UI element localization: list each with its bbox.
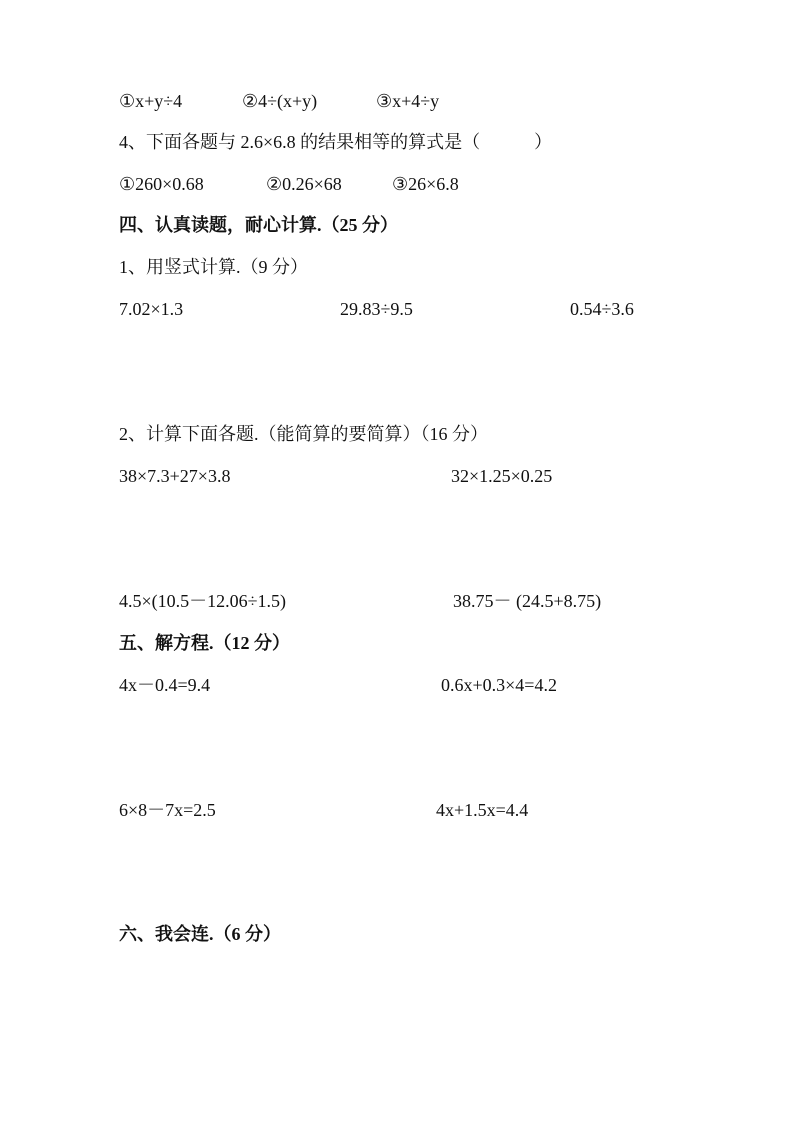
equation-1: 4x－0.4=9.4	[119, 675, 211, 695]
vertical-calc-problem-2: 29.83÷9.5	[340, 299, 413, 319]
q3-option-1: ①x+y÷4	[119, 91, 183, 111]
q4-option-3: ③26×6.8	[392, 174, 459, 194]
q4-question: 4、下面各题与 2.6×6.8 的结果相等的算式是（ ）	[119, 132, 553, 152]
vertical-calc-problem-1: 7.02×1.3	[119, 299, 184, 319]
calc-problem-2: 32×1.25×0.25	[451, 466, 553, 486]
section4-sub1-label: 1、用竖式计算.（9 分）	[119, 257, 308, 277]
calc-problem-3: 4.5×(10.5－12.06÷1.5)	[119, 591, 287, 611]
calc-problem-4: 38.75－ (24.5+8.75)	[453, 591, 602, 611]
calc-problem-1: 38×7.3+27×3.8	[119, 466, 231, 486]
section6-heading: 六、我会连.（6 分）	[119, 924, 281, 944]
q3-option-3: ③x+4÷y	[376, 91, 440, 111]
q4-option-1: ①260×0.68	[119, 174, 204, 194]
q4-option-2: ②0.26×68	[266, 174, 342, 194]
section5-heading: 五、解方程.（12 分）	[119, 633, 290, 653]
q3-option-2: ②4÷(x+y)	[242, 91, 318, 111]
section4-sub2-label: 2、计算下面各题.（能简算的要简算）（16 分）	[119, 424, 488, 444]
equation-4: 4x+1.5x=4.4	[436, 800, 529, 820]
equation-3: 6×8－7x=2.5	[119, 800, 216, 820]
vertical-calc-problem-3: 0.54÷3.6	[570, 299, 634, 319]
section4-heading: 四、认真读题，耐心计算.（25 分）	[119, 215, 398, 235]
equation-2: 0.6x+0.3×4=4.2	[441, 675, 557, 695]
